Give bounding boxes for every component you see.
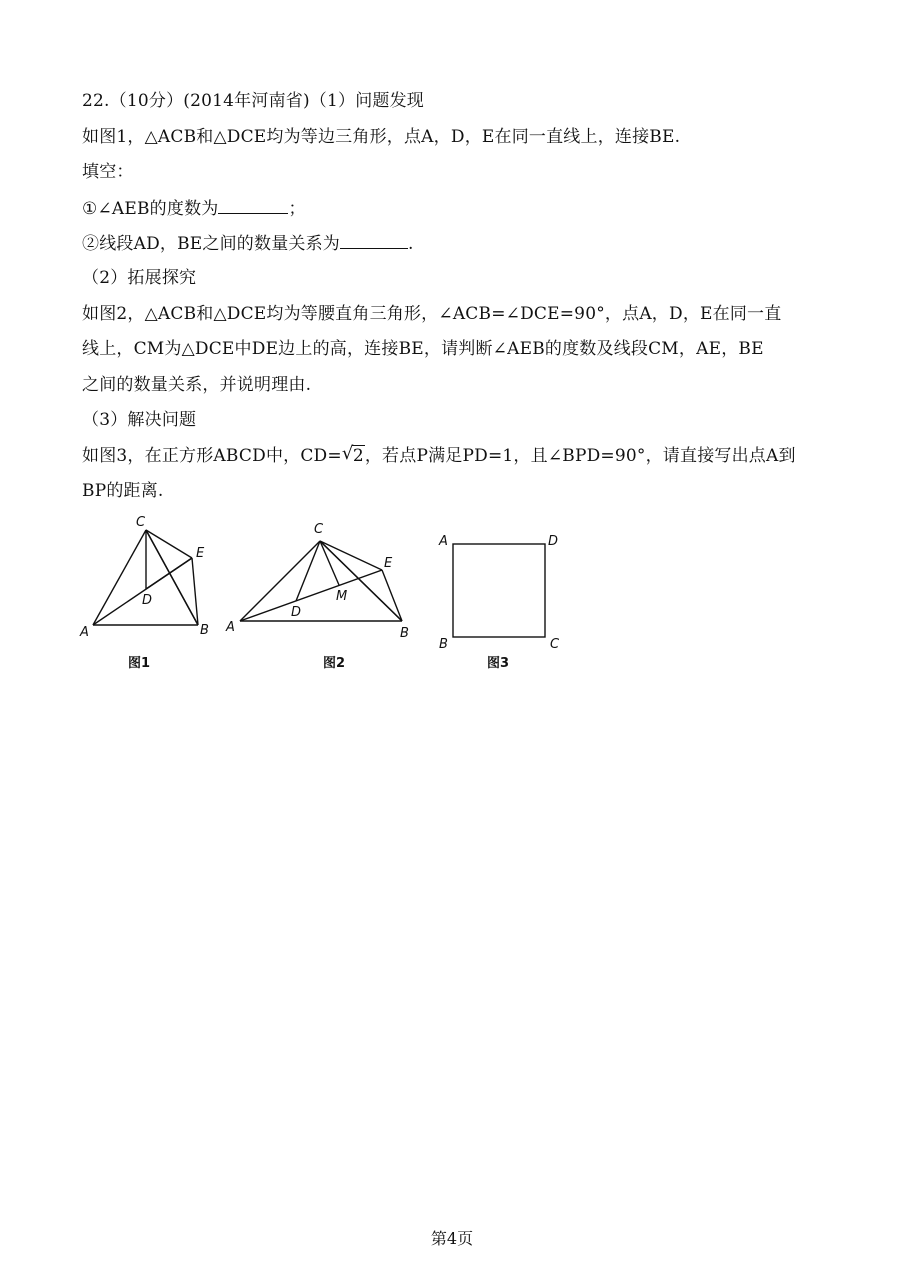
fig2-segment-CB2 — [320, 541, 402, 621]
part2-heading: （2）拓展探究 — [82, 268, 197, 288]
fig1-label-A: A — [80, 625, 89, 640]
fig1-label-D: D — [142, 593, 153, 608]
fig1-label-B: B — [200, 623, 209, 638]
fig3-label-B: B — [439, 637, 448, 652]
fig2-label-C: C — [314, 522, 324, 537]
part2-line-2: 线上，CM为△DCE中DE边上的高，连接BE，请判断∠AEB的度数及线段CM，AE，BE — [82, 339, 764, 359]
part2-line-1: 如图2，△ACB和△DCE均为等腰直角三角形，∠ACB=∠DCE=90°，点A，D，E在同一直 — [82, 304, 782, 324]
fig1-segment-AC — [93, 530, 146, 625]
part3-line-1-b: ，若点P满足PD=1，且∠BPD=90°，请直接写出点A到 — [364, 446, 796, 466]
question-1-suffix: ； — [288, 199, 306, 219]
fig1-segment-CB-inner — [146, 530, 198, 625]
part3-heading: （3）解决问题 — [82, 410, 197, 430]
fig2-segment-AE — [240, 570, 382, 621]
fig2-segment-CM — [320, 541, 339, 585]
question-1-text: ①∠AEB的度数为 — [82, 199, 219, 219]
fig2-label-B: B — [400, 626, 409, 641]
sqrt-value: 2 — [352, 446, 364, 466]
fig1-label-E: E — [196, 546, 205, 561]
fig3-label-A: A — [439, 534, 448, 549]
fig2-segment-CD — [296, 541, 320, 601]
fig2-label-D: D — [291, 605, 302, 620]
part2-line-3: 之间的数量关系，并说明理由. — [82, 375, 312, 395]
part3-line-2: BP的距离. — [82, 481, 164, 501]
figure-1-caption: 图1 — [128, 656, 151, 671]
fig2-label-M: M — [336, 589, 348, 604]
question-2-text: ②线段AD，BE之间的数量关系为 — [82, 234, 341, 254]
question-2-suffix: . — [408, 234, 414, 254]
page-number: 第4页 — [430, 1229, 474, 1248]
part1-statement: 如图1，△ACB和△DCE均为等边三角形，点A，D，E在同一直线上，连接BE. — [82, 127, 681, 147]
fig2-label-A: A — [226, 620, 235, 635]
fig1-label-C: C — [136, 515, 146, 530]
problem-header: 22.（10分）(2014年河南省)（1）问题发现 — [82, 91, 425, 111]
sqrt-symbol: √ — [341, 443, 354, 464]
fig1-segment-DB — [146, 589, 198, 625]
fig3-label-D: D — [548, 534, 559, 549]
figure-3-caption: 图3 — [487, 656, 510, 671]
fig2-segment-CE — [320, 541, 382, 570]
fig3-square-ABCD — [453, 544, 545, 637]
fig2-segment-AC — [240, 541, 320, 621]
fig1-segment-AE — [93, 558, 192, 625]
figure-2-caption: 图2 — [323, 656, 346, 671]
fig2-segment-BE — [382, 570, 402, 621]
fill-prompt: 填空： — [82, 162, 134, 182]
fig2-label-E: E — [384, 556, 393, 571]
fig3-label-C: C — [550, 637, 560, 652]
part3-line-1-a: 如图3，在正方形ABCD中，CD= — [82, 446, 342, 466]
